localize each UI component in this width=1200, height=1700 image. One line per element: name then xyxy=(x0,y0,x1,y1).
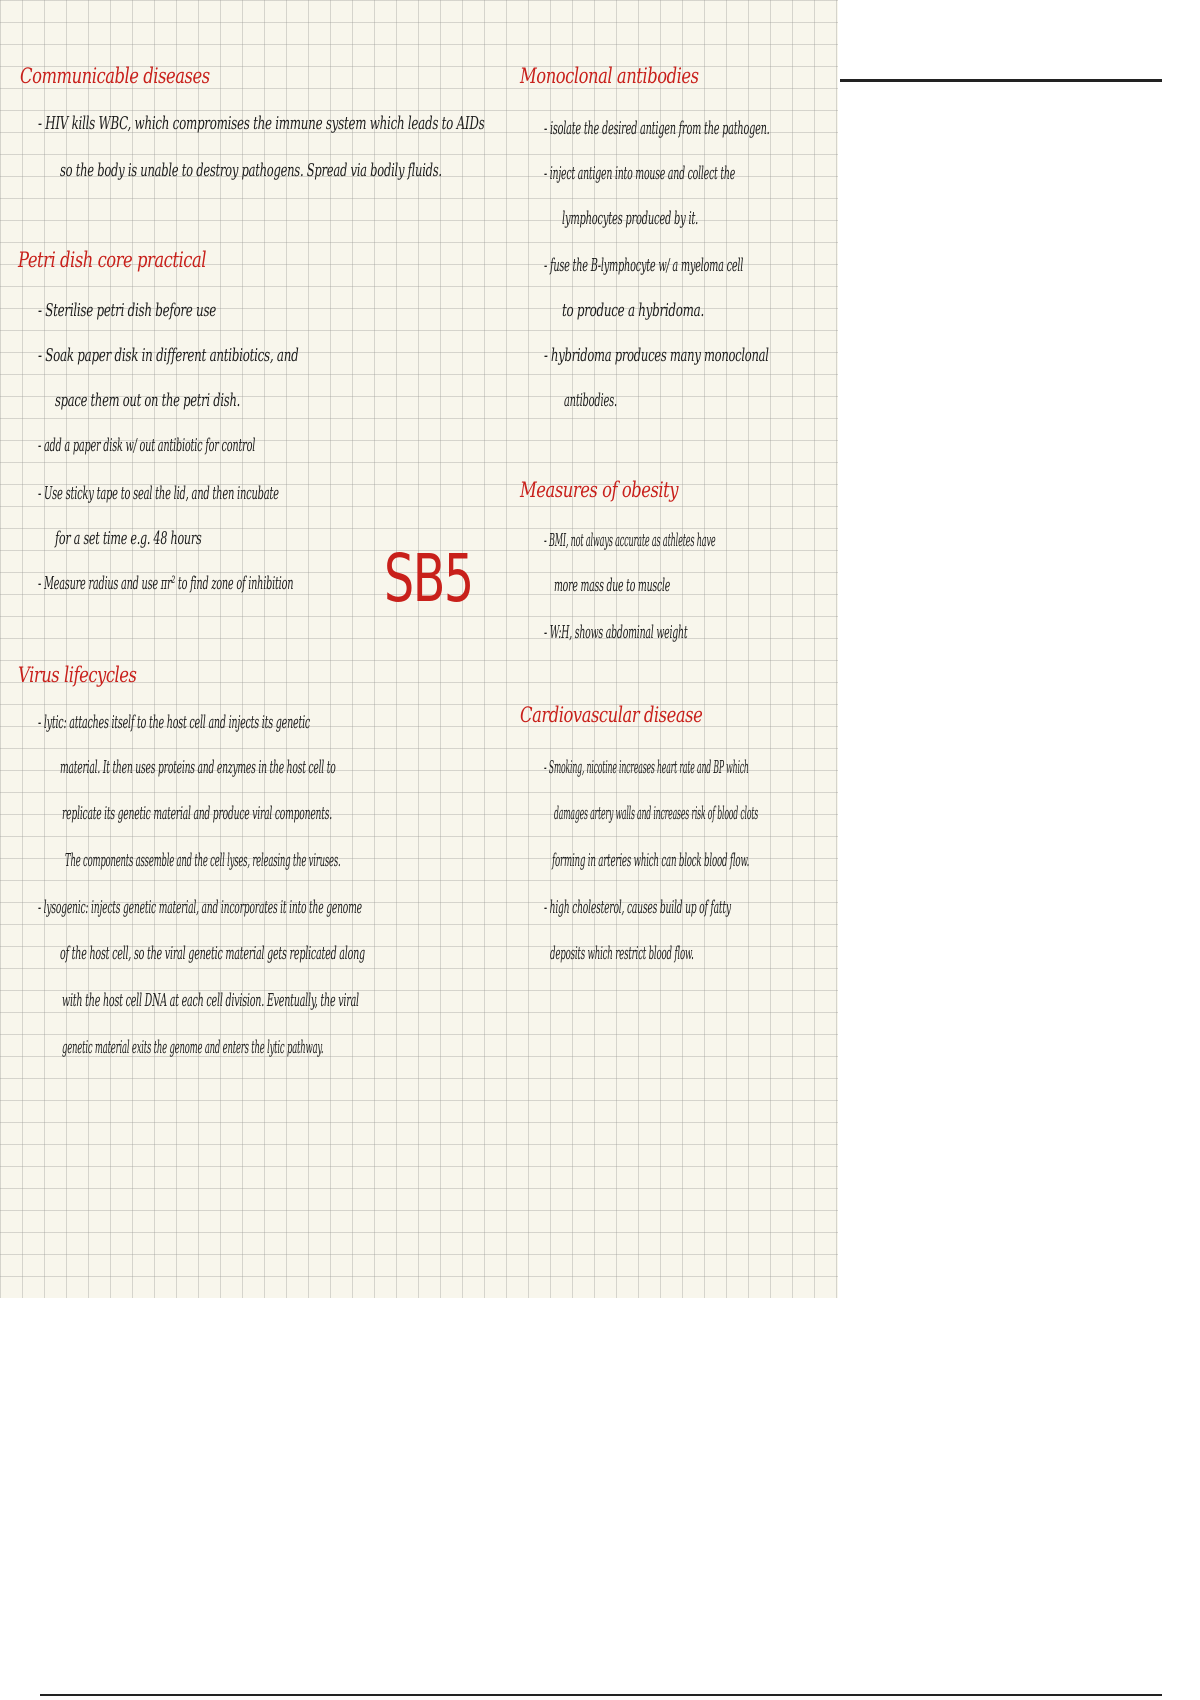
section-petri-dish xyxy=(18,248,259,272)
section-heading: Communicable diseases xyxy=(20,64,210,88)
note-line: - inject antigen into mouse and collect the xyxy=(544,163,736,184)
note-line: - Smoking, nicotine increases heart rate and BP which xyxy=(544,757,749,778)
section-heading: Petri dish core practical xyxy=(18,248,207,272)
section-measures-of-obesity xyxy=(520,478,723,502)
note-line: genetic material exits the genome and enters the lytic pathway. xyxy=(62,1037,324,1058)
note-line: to produce a hybridoma. xyxy=(562,300,704,321)
note-line: - fuse the B-lymphocyte w/ a myeloma cell xyxy=(544,255,744,276)
note-line: - add a paper disk w/ out antibiotic for control xyxy=(38,435,256,456)
note-line: - high cholesterol, causes build up of fatty xyxy=(544,897,731,918)
section-heading: Cardiovascular disease xyxy=(520,703,703,727)
section-virus-lifecycles xyxy=(18,663,170,687)
note-line: - HIV kills WBC, which compromises the immune system which leads to AIDs xyxy=(38,113,485,134)
bottom-divider-line xyxy=(40,1694,1162,1696)
note-line: damages artery walls and increases risk of blood clots xyxy=(554,803,759,824)
note-line: - Sterilise petri dish before use xyxy=(38,300,217,321)
sb5-stamp: SB5 xyxy=(384,540,473,617)
note-line: replicate its genetic material and produce viral components. xyxy=(62,803,332,824)
note-line: more mass due to muscle xyxy=(554,575,671,596)
note-line: - Use sticky tape to seal the lid, and then incubate xyxy=(38,483,279,504)
section-heading: Monoclonal antibodies xyxy=(520,64,699,88)
note-line: - Measure radius and use πr² to find zone of inhibition xyxy=(38,573,294,594)
section-heading: Virus lifecycles xyxy=(18,663,137,687)
note-line: forming in arteries which can block blood flow. xyxy=(552,850,750,871)
note-line: - BMI, not always accurate as athletes have xyxy=(544,530,716,551)
note-line: material. It then uses proteins and enzymes in the host cell to xyxy=(60,757,336,778)
note-line: - lytic: attaches itself to the host cell and injects its genetic xyxy=(38,712,311,733)
note-line: - W:H, shows abdominal weight xyxy=(544,622,688,643)
note-line: of the host cell, so the viral genetic material gets replicated along xyxy=(60,943,365,964)
section-monoclonal-antibodies xyxy=(520,64,749,88)
top-divider-line xyxy=(840,79,1162,82)
note-line: space them out on the petri dish. xyxy=(55,390,241,411)
note-line: - Soak paper disk in different antibiotics, and xyxy=(38,345,299,366)
note-line: lymphocytes produced by it. xyxy=(562,208,699,229)
note-line: with the host cell DNA at each cell division. Eventually, the viral xyxy=(62,990,359,1011)
section-heading: Measures of obesity xyxy=(520,478,679,502)
note-line: - lysogenic: injects genetic material, and incorporates it into the genome xyxy=(38,897,362,918)
note-line: so the body is unable to destroy pathogens. Spread via bodily fluids. xyxy=(60,160,442,181)
note-line: The components assemble and the cell lyses, releasing the viruses. xyxy=(65,850,341,871)
section-cardiovascular-disease xyxy=(520,703,754,727)
note-line: deposits which restrict blood flow. xyxy=(550,943,694,964)
note-line: - hybridoma produces many monoclonal xyxy=(544,345,769,366)
section-communicable-diseases xyxy=(20,64,263,88)
note-line: for a set time e.g. 48 hours xyxy=(55,528,202,549)
note-line: - isolate the desired antigen from the pathogen. xyxy=(544,118,770,139)
note-line: antibodies. xyxy=(564,390,617,411)
